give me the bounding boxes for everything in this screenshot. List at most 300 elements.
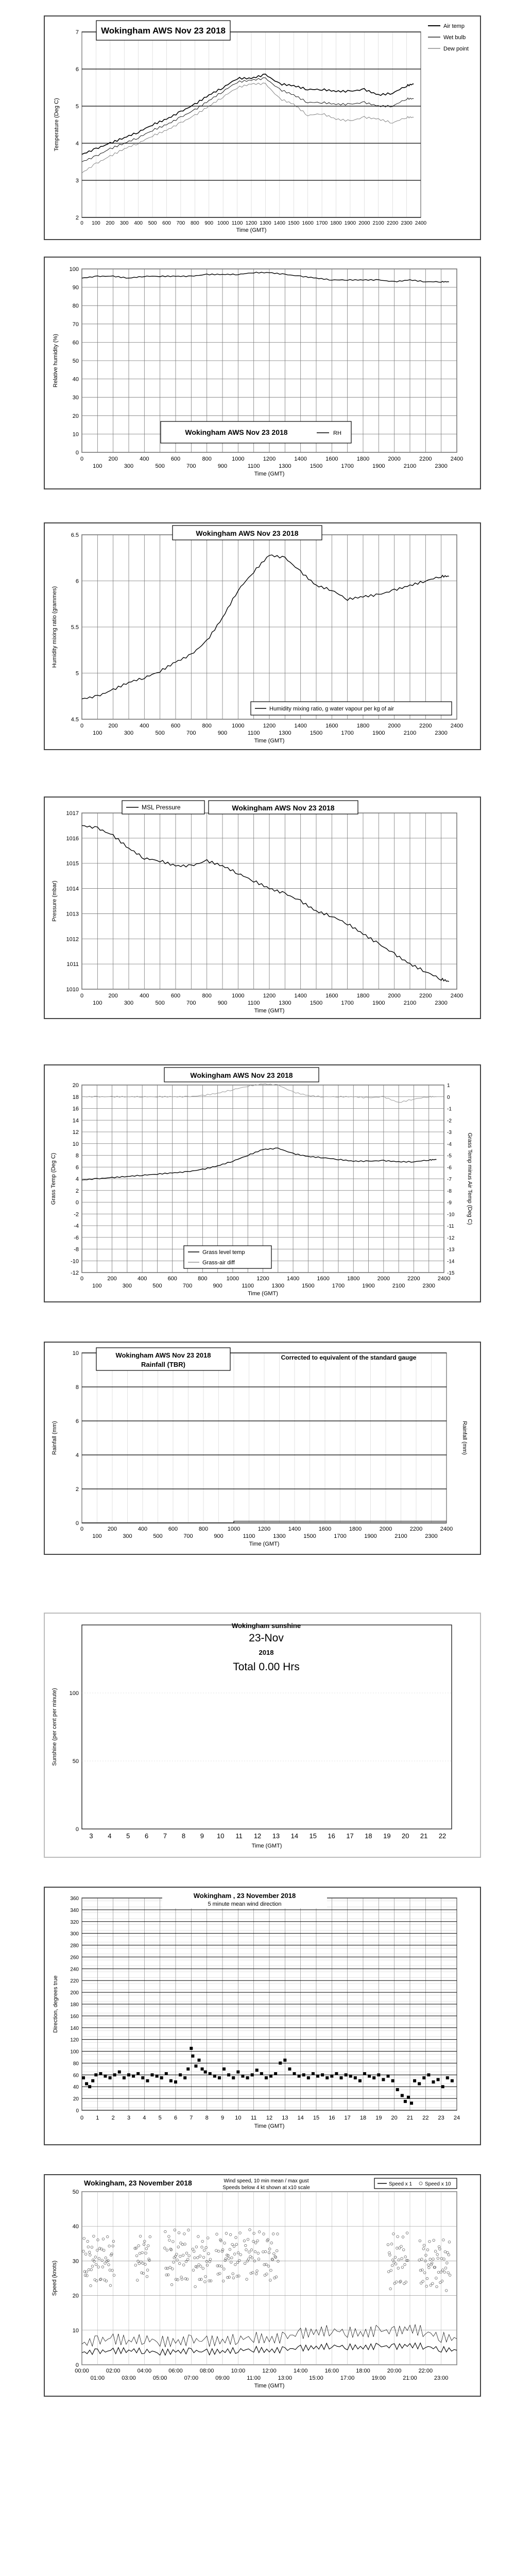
wind-direction-point xyxy=(174,2080,177,2083)
x-tick-label: 700 xyxy=(176,221,185,226)
x-tick-label: 1500 xyxy=(310,463,323,469)
x-tick-label: 19 xyxy=(383,1832,391,1840)
x-tick-label: 19:00 xyxy=(371,2375,386,2381)
x-tick-label: 200 xyxy=(108,456,118,462)
x-tick-label: 1300 xyxy=(271,1283,285,1289)
x-tick-label: 17 xyxy=(344,2115,351,2121)
x-tick-label: 600 xyxy=(162,221,171,226)
y-tick-label: 0 xyxy=(75,1826,79,1833)
y-axis-label: Rainfall (mm) xyxy=(52,1421,58,1455)
x-tick-label: 600 xyxy=(167,1276,177,1282)
y-tick-label-right: -13 xyxy=(447,1247,455,1253)
y-tick-label: 70 xyxy=(72,321,79,328)
y-axis-label: Direction, degrees true xyxy=(53,1975,59,2033)
y-tick-label: 80 xyxy=(72,303,79,310)
x-tick-label: 14 xyxy=(290,1832,299,1840)
y-axis-label-right: Grass Temp minus Air Temp (Deg C) xyxy=(467,1132,473,1225)
x-tick-label: 300 xyxy=(124,1000,134,1006)
y-tick-label-right: -7 xyxy=(447,1177,452,1182)
x-tick-label: 2400 xyxy=(450,456,464,462)
x-tick-label: 4 xyxy=(143,2115,146,2121)
wind-direction-point xyxy=(269,2075,272,2078)
x-tick-label: 800 xyxy=(198,1276,208,1282)
x-tick-label: 2200 xyxy=(419,993,432,999)
y-axis-label: Pressure (mbar) xyxy=(52,880,58,922)
wind-direction-point xyxy=(441,2085,444,2088)
y-axis-label: Sunshine (per cent per minute) xyxy=(52,1688,58,1766)
x-tick-label: 1200 xyxy=(245,221,258,226)
y-tick-label: 120 xyxy=(70,2037,79,2043)
x-tick-label: 500 xyxy=(155,730,165,736)
y-tick-label: 260 xyxy=(70,1955,79,1961)
x-tick-label: 200 xyxy=(107,1276,117,1282)
wind-direction-point xyxy=(136,2072,140,2075)
wind-direction-point xyxy=(165,2072,168,2075)
wind-direction-chart xyxy=(44,1887,481,2145)
y-axis-label: Speed (knots) xyxy=(52,2260,58,2296)
x-tick-label: 15:00 xyxy=(309,2375,323,2381)
y-tick-label: 1017 xyxy=(66,810,79,817)
x-tick-label: 24 xyxy=(453,2115,460,2121)
x-tick-label: 2400 xyxy=(440,1526,453,1532)
wind-direction-point xyxy=(222,2067,226,2071)
y-tick-label-right: -11 xyxy=(447,1224,454,1229)
x-tick-label: 100 xyxy=(92,221,100,226)
wind-speed-chart-svg xyxy=(45,2175,480,2396)
y-tick-label: 14 xyxy=(72,1117,79,1124)
wind-direction-point xyxy=(151,2073,154,2076)
y-tick-label: 2 xyxy=(75,1486,79,1493)
y-tick-label: -10 xyxy=(71,1258,79,1265)
x-tick-label: 07:00 xyxy=(184,2375,199,2381)
x-tick-label: 1600 xyxy=(325,723,338,729)
y-tick-label: 10 xyxy=(72,2327,79,2334)
x-tick-label: 2400 xyxy=(437,1276,451,1282)
x-tick-label: 21 xyxy=(420,1832,428,1840)
wind-direction-point xyxy=(246,2076,249,2079)
wind-direction-point xyxy=(265,2076,268,2079)
y-tick-label: 12 xyxy=(72,1129,79,1136)
y-tick-label: 160 xyxy=(70,2013,79,2020)
wind-direction-point xyxy=(85,2082,88,2086)
y-tick-label: 10 xyxy=(72,431,79,438)
wind-direction-point xyxy=(198,2059,201,2062)
x-tick-label: 500 xyxy=(153,1533,163,1539)
x-tick-label: 1700 xyxy=(341,730,354,736)
x-tick-label: 00:00 xyxy=(75,2368,89,2374)
grass-temperature-chart xyxy=(44,1064,481,1302)
x-tick-label: 5 xyxy=(126,1832,130,1840)
y-tick-label: 30 xyxy=(72,2258,79,2265)
x-tick-label: 2100 xyxy=(394,1533,407,1539)
y-tick-label: 180 xyxy=(70,2002,79,2008)
y-tick-label: 16 xyxy=(72,1106,79,1112)
sunshine-chart-svg xyxy=(45,1614,480,1857)
wind-direction-point xyxy=(354,2076,357,2079)
x-tick-label: 12 xyxy=(253,1832,262,1840)
x-tick-label: 02:00 xyxy=(106,2368,121,2374)
x-tick-label: 2100 xyxy=(403,463,417,469)
wind-direction-point xyxy=(283,2059,286,2062)
mixing-ratio-chart xyxy=(44,522,481,750)
y-tick-label: 20 xyxy=(72,413,79,419)
x-tick-label: 2100 xyxy=(403,730,417,736)
wind-direction-point xyxy=(293,2072,296,2075)
x-tick-label: 700 xyxy=(186,1000,196,1006)
x-tick-label: 17 xyxy=(346,1832,354,1840)
x-tick-label: 700 xyxy=(182,1283,193,1289)
temperature-chart xyxy=(44,15,481,240)
wind-direction-point xyxy=(422,2076,425,2079)
y-tick-label: 3 xyxy=(75,178,79,184)
wind-direction-point xyxy=(141,2076,144,2079)
chart-title: Wokingham AWS Nov 23 2018 xyxy=(190,1071,293,1079)
wind-direction-point xyxy=(407,2096,410,2099)
x-tick-label: 600 xyxy=(170,993,181,999)
y-tick-label: 7 xyxy=(75,29,79,36)
x-tick-label: 900 xyxy=(217,1000,228,1006)
wind-direction-point xyxy=(255,2069,259,2072)
x-tick-label: 200 xyxy=(108,723,118,729)
y-tick-label-right: -3 xyxy=(447,1130,452,1136)
chart-title: Wokingham sunshine xyxy=(231,1622,301,1630)
x-tick-label: 2000 xyxy=(388,456,401,462)
y-tick-label: 80 xyxy=(73,2061,79,2067)
x-tick-label: 1100 xyxy=(247,463,260,469)
y-tick-label: 60 xyxy=(73,2073,79,2079)
x-tick-label: 13 xyxy=(282,2115,288,2121)
y-tick-label: 140 xyxy=(70,2025,79,2031)
x-axis-label: Time (GMT) xyxy=(254,2123,285,2129)
x-tick-label: 700 xyxy=(183,1533,193,1539)
x-tick-label: 13:00 xyxy=(278,2375,293,2381)
wind-direction-point xyxy=(213,2075,216,2078)
y-tick-label-right: -4 xyxy=(447,1141,452,1147)
x-tick-label: 7 xyxy=(190,2115,193,2121)
x-tick-label: 400 xyxy=(140,456,149,462)
x-tick-label: 800 xyxy=(202,723,212,729)
x-tick-label: 500 xyxy=(155,463,165,469)
x-tick-label: 100 xyxy=(92,1283,102,1289)
x-tick-label: 04:00 xyxy=(137,2368,152,2374)
rainfall-chart xyxy=(44,1342,481,1555)
x-tick-label: 300 xyxy=(123,1533,132,1539)
y-tick-label: 6.5 xyxy=(71,532,79,538)
wind-direction-point xyxy=(191,2055,194,2058)
x-tick-label: 0 xyxy=(80,723,84,729)
wind-direction-point xyxy=(330,2075,333,2078)
x-tick-label: 18:00 xyxy=(356,2368,370,2374)
wind-direction-point xyxy=(183,2076,186,2079)
y-tick-label: 20 xyxy=(73,2096,79,2103)
y-tick-label: 8 xyxy=(75,1153,79,1159)
chart-title: Wokingham , 23 November 2018 xyxy=(193,1892,296,1900)
x-tick-label: 1400 xyxy=(286,1276,300,1282)
x-tick-label: 1300 xyxy=(279,730,291,736)
wind-direction-point xyxy=(201,2067,204,2071)
x-tick-label: 1600 xyxy=(302,221,314,226)
wind-direction-point xyxy=(372,2076,375,2079)
wind-direction-point xyxy=(146,2079,149,2082)
wind-direction-point xyxy=(432,2080,435,2083)
x-axis-label: Time (GMT) xyxy=(254,738,285,744)
wind-direction-point xyxy=(113,2073,116,2076)
wind-direction-point xyxy=(325,2076,329,2079)
x-tick-label: 1700 xyxy=(332,1283,345,1289)
x-tick-label: 12 xyxy=(266,2115,273,2121)
wind-direction-point xyxy=(91,2079,94,2082)
x-tick-label: 2400 xyxy=(415,221,427,226)
y-tick-label: 100 xyxy=(70,2049,79,2055)
wind-direction-point xyxy=(127,2073,130,2076)
x-tick-label: 1800 xyxy=(356,456,370,462)
x-tick-label: 1000 xyxy=(232,456,245,462)
x-tick-label: 0 xyxy=(80,1276,84,1282)
x-tick-label: 2300 xyxy=(435,463,448,469)
x-tick-label: 9 xyxy=(200,1832,204,1840)
y-tick-label: 60 xyxy=(72,340,79,346)
x-tick-label: 1500 xyxy=(302,1283,315,1289)
x-tick-label: 06:00 xyxy=(168,2368,183,2374)
x-tick-label: 1100 xyxy=(231,221,243,226)
wind-direction-point xyxy=(194,2064,197,2067)
y-axis-label: Grass Temp (Deg C) xyxy=(50,1153,57,1205)
x-tick-label: 08:00 xyxy=(199,2368,214,2374)
y-tick-label-right: -1 xyxy=(447,1106,452,1112)
wind-direction-point xyxy=(236,2071,239,2074)
chart-title: Wokingham AWS Nov 23 2018 xyxy=(196,529,299,537)
x-tick-label: 16:00 xyxy=(324,2368,339,2374)
x-tick-label: 5 xyxy=(158,2115,162,2121)
wind-direction-point xyxy=(190,2047,193,2050)
y-tick-label: 300 xyxy=(70,1931,79,1937)
x-tick-label: 2300 xyxy=(422,1283,435,1289)
x-tick-label: 1200 xyxy=(258,1526,271,1532)
x-tick-label: 22:00 xyxy=(418,2368,433,2374)
wind-direction-point xyxy=(382,2078,385,2081)
y-tick-label-right: -6 xyxy=(447,1165,452,1171)
y-tick-label: 50 xyxy=(72,358,79,364)
x-tick-label: 0 xyxy=(80,993,84,999)
y-axis-label: Relative humidity (%) xyxy=(53,334,59,387)
temperature-chart-svg xyxy=(45,16,480,239)
y-tick-label: 4.5 xyxy=(71,717,79,723)
x-tick-label: 10 xyxy=(217,1832,225,1840)
x-tick-label: 1100 xyxy=(247,1000,260,1006)
x-tick-label: 21:00 xyxy=(403,2375,417,2381)
x-tick-label: 9 xyxy=(220,2115,225,2121)
x-tick-label: 19 xyxy=(375,2115,382,2121)
wind-direction-point xyxy=(218,2076,221,2079)
wind-direction-point xyxy=(209,2072,212,2075)
y-tick-label: 220 xyxy=(70,1978,79,1985)
y-tick-label: 6 xyxy=(75,1418,79,1425)
y-tick-label: 90 xyxy=(72,284,79,291)
x-tick-label: 1500 xyxy=(288,221,300,226)
y-tick-label: 2 xyxy=(75,1188,79,1194)
x-tick-label: 900 xyxy=(217,730,228,736)
chart-title: Wokingham AWS Nov 23 2018 xyxy=(232,804,335,812)
y-tick-label: 240 xyxy=(70,1967,79,1973)
legend-label: Grass-air diff xyxy=(202,1260,235,1266)
wind-direction-point xyxy=(156,2075,159,2078)
y-tick-label: 8 xyxy=(75,1384,79,1391)
x-tick-label: 1000 xyxy=(226,1276,239,1282)
x-tick-label: 800 xyxy=(190,221,199,226)
x-tick-label: 2000 xyxy=(388,723,401,729)
wind-direction-point xyxy=(358,2079,362,2082)
x-tick-label: 1700 xyxy=(316,221,328,226)
wind-direction-point xyxy=(186,2067,190,2071)
chart-title: Wokingham AWS Nov 23 2018 xyxy=(185,428,288,436)
y-tick-label: -12 xyxy=(71,1270,79,1276)
x-tick-label: 8 xyxy=(205,2115,209,2121)
x-tick-label: 8 xyxy=(181,1832,186,1840)
wind-direction-point xyxy=(204,2071,207,2074)
y-tick-label: 1015 xyxy=(66,860,79,867)
x-tick-label: 6 xyxy=(145,1832,149,1840)
wind-direction-point xyxy=(387,2075,390,2078)
x-tick-label: 2300 xyxy=(425,1533,438,1539)
wind-direction-chart-svg xyxy=(45,1888,480,2144)
x-tick-label: 1300 xyxy=(260,221,271,226)
y-tick-label: 10 xyxy=(72,1350,79,1357)
relative-humidity-chart-svg xyxy=(45,258,480,488)
wind-direction-point xyxy=(413,2079,416,2082)
x-tick-label: 7 xyxy=(163,1832,167,1840)
x-tick-label: 1800 xyxy=(330,221,342,226)
y-tick-label: 1012 xyxy=(66,936,79,943)
wind-direction-point xyxy=(227,2073,230,2076)
x-tick-label: 900 xyxy=(217,463,228,469)
x-tick-label: 16 xyxy=(328,1832,335,1840)
y-tick-label: 20 xyxy=(72,2293,79,2299)
wind-direction-point xyxy=(109,2076,112,2079)
x-tick-label: 600 xyxy=(168,1526,178,1532)
y-tick-label: 340 xyxy=(70,1907,79,1913)
x-tick-label: 400 xyxy=(137,1276,147,1282)
x-tick-label: 2200 xyxy=(387,221,399,226)
x-tick-label: 2300 xyxy=(435,1000,448,1006)
wind-direction-point xyxy=(396,2088,399,2091)
y-tick-label-right: 0 xyxy=(447,1094,450,1100)
x-axis-label: Time (GMT) xyxy=(248,1291,278,1297)
x-tick-label: 2000 xyxy=(377,1276,390,1282)
x-tick-label: 0 xyxy=(80,1526,84,1532)
y-tick-label: 0 xyxy=(76,2108,79,2114)
y-tick-label: 40 xyxy=(72,376,79,383)
y-axis-label: Temperature (Deg C) xyxy=(54,98,60,151)
x-tick-label: 22 xyxy=(422,2115,429,2121)
wind-direction-point xyxy=(321,2073,324,2076)
chart-subtitle: Rainfall (TBR) xyxy=(141,1361,185,1368)
sunshine-chart xyxy=(44,1613,481,1858)
x-tick-label: 15 xyxy=(309,1832,317,1840)
x-tick-label: 300 xyxy=(122,1283,132,1289)
x-tick-label: 20 xyxy=(391,2115,398,2121)
y-tick-label: 100 xyxy=(69,1690,79,1697)
x-tick-label: 900 xyxy=(204,221,214,226)
y-tick-label: 40 xyxy=(72,2224,79,2230)
y-tick-label: 100 xyxy=(69,266,79,273)
x-tick-label: 1400 xyxy=(273,221,285,226)
y-tick-label: 0 xyxy=(75,1520,79,1527)
x-tick-label: 2400 xyxy=(450,723,464,729)
x-tick-label: 23:00 xyxy=(434,2375,449,2381)
x-tick-label: 2000 xyxy=(388,993,401,999)
x-tick-label: 1400 xyxy=(288,1526,301,1532)
x-tick-label: 1000 xyxy=(232,723,245,729)
x-tick-label: 2300 xyxy=(435,730,448,736)
x-tick-label: 400 xyxy=(134,221,143,226)
x-tick-label: 300 xyxy=(119,221,129,226)
x-tick-label: 14 xyxy=(297,2115,304,2121)
y-tick-label-right: 1 xyxy=(447,1083,450,1089)
wind-direction-point xyxy=(340,2076,343,2079)
x-tick-label: 700 xyxy=(186,463,196,469)
y-tick-label: 280 xyxy=(70,1943,79,1949)
y-tick-label: 4 xyxy=(75,141,79,147)
wind-direction-point xyxy=(335,2072,338,2075)
x-tick-label: 500 xyxy=(155,1000,165,1006)
x-tick-label: 1900 xyxy=(372,1000,385,1006)
x-tick-label: 2000 xyxy=(358,221,370,226)
wind-direction-point xyxy=(94,2073,97,2076)
wind-direction-point xyxy=(160,2076,163,2079)
wind-direction-point xyxy=(377,2073,380,2076)
x-tick-label: 05:00 xyxy=(152,2375,167,2381)
y-tick-label: 1011 xyxy=(66,961,79,968)
x-tick-label: 400 xyxy=(138,1526,148,1532)
grass-temperature-chart-svg xyxy=(45,1065,480,1301)
legend-label: Dew point xyxy=(443,46,469,52)
y-tick-label: 320 xyxy=(70,1919,79,1925)
x-tick-label: 1400 xyxy=(294,456,307,462)
chart-subtitle: Speeds below 4 kt shown at x10 scale xyxy=(222,2185,310,2191)
x-tick-label: 400 xyxy=(140,723,149,729)
x-tick-label: 17:00 xyxy=(340,2375,355,2381)
x-tick-label: 03:00 xyxy=(122,2375,136,2381)
rainfall-chart-svg xyxy=(45,1343,480,1554)
wind-direction-point xyxy=(88,2085,91,2088)
x-tick-label: 10:00 xyxy=(231,2368,246,2374)
y-tick-label-right: -5 xyxy=(447,1153,452,1159)
y-tick-label-right: -15 xyxy=(447,1270,455,1276)
legend-label: Humidity mixing ratio, g water vapour per kg of air xyxy=(269,706,394,712)
x-tick-label: 23 xyxy=(438,2115,444,2121)
x-tick-label: 900 xyxy=(214,1533,224,1539)
y-tick-label: 5 xyxy=(75,104,79,110)
y-tick-label: 50 xyxy=(72,2189,79,2195)
x-tick-label: 1800 xyxy=(356,993,370,999)
wind-direction-point xyxy=(260,2072,263,2075)
x-tick-label: 800 xyxy=(202,456,212,462)
x-tick-label: 0 xyxy=(80,456,84,462)
x-tick-label: 800 xyxy=(198,1526,209,1532)
wind-direction-point xyxy=(368,2075,371,2078)
chart-note: Corrected to equivalent of the standard gauge xyxy=(281,1354,417,1361)
x-tick-label: 1200 xyxy=(263,993,276,999)
x-tick-label: 2200 xyxy=(419,723,432,729)
x-tick-label: 21 xyxy=(406,2115,414,2121)
pressure-chart-svg xyxy=(45,798,480,1018)
wind-direction-point xyxy=(345,2073,348,2076)
x-tick-label: 600 xyxy=(170,456,181,462)
chart-subtitle: Wind speed, 10 min mean / max gust xyxy=(224,2178,309,2184)
wind-direction-point xyxy=(451,2079,454,2082)
y-tick-label: -2 xyxy=(74,1211,79,1218)
x-tick-label: 1200 xyxy=(263,456,276,462)
